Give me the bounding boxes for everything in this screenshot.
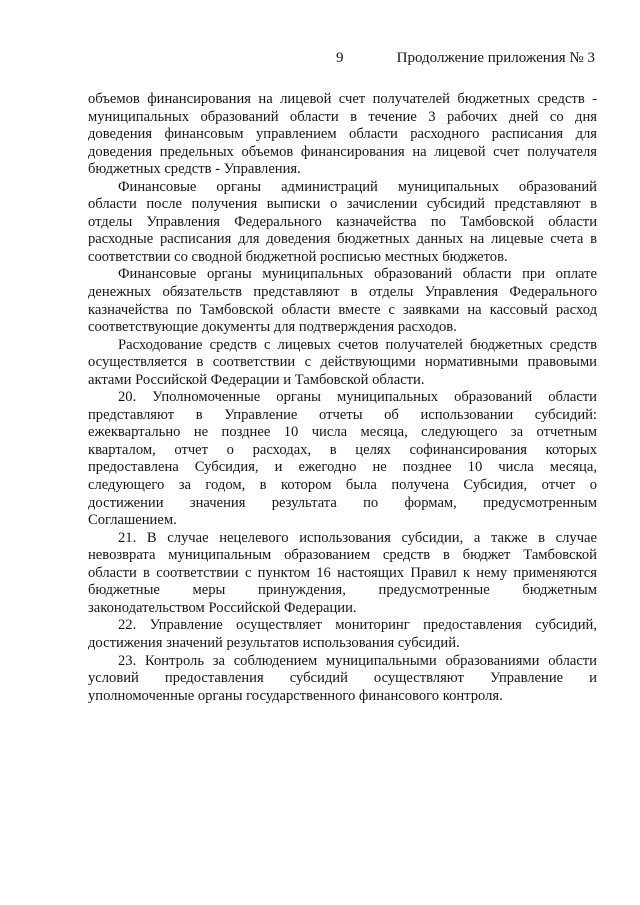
paragraph [88,337,597,390]
appendix-continuation-heading: Продолжение приложения № 3 [396,50,595,66]
paragraph-line: невозврата муниципальным образованием средств в бюджет Тамбовской [88,547,597,564]
paragraph-line: достижении значения результата по формам, предусмотренным [88,494,597,511]
paragraph-line: соответствующие документы для подтверждения расходов. [88,319,457,336]
paragraph-line: объемов финансирования на лицевой счет получателей бюджетных средств - [88,91,597,107]
paragraph-line: бюджетных средств - Управления. [88,161,301,178]
paragraph-line: Расходование средств с лицевых счетов получателей бюджетных средств [118,336,597,353]
paragraph-line: следующего за годом, в котором была получена Субсидия, отчет о [88,477,597,494]
paragraph [88,653,597,706]
page-number: 9 [336,50,344,66]
paragraph-line: Соглашением. [88,512,177,529]
paragraph-line: 21. В случае нецелевого использования субсидии, а также в случае [118,529,597,546]
paragraph-line: 20. Уполномоченные органы муниципальных образований области [118,389,597,406]
paragraph-line: муниципальных образований области в течение 3 рабочих дней со дня [88,108,597,125]
paragraph-line: области в соответствии с пунктом 16 настоящих Правил к нему применяются [88,564,597,581]
paragraph-line: Финансовые органы администраций муниципальных образований [118,178,597,195]
paragraph-line: отделы Управления Федерального казначейства по Тамбовской области [88,213,597,230]
paragraph-line: 23. Контроль за соблюдением муниципальными образованиями области [118,652,597,669]
paragraph-line: кварталом, отчет о расходах, в целях софинансирования которых [88,441,597,458]
paragraph-line: представляют в Управление отчеты об использовании субсидий: [88,406,597,423]
paragraph-line: осуществляется в соответствии с действующими нормативными правовыми [88,354,597,371]
paragraph-line: уполномоченные органы государственного финансового контроля. [88,687,503,704]
paragraph-line: предоставлена Субсидия, и ежегодно не позднее 10 числа месяца, [88,459,597,476]
paragraph-line: ежеквартально не позднее 10 числа месяца, следующего за отчетным [88,424,597,441]
paragraph [88,179,597,267]
paragraph-line: области после получения выписки о зачислении субсидий представляют в [88,196,597,213]
paragraph-line: достижения значений результатов использования субсидий. [88,634,460,651]
paragraph-line: Финансовые органы муниципальных образований области при оплате [118,266,597,283]
paragraph-line: доведения предельных объемов финансирования на лицевой счет получателя [88,143,597,160]
paragraph [88,91,597,179]
paragraph-line: 22. Управление осуществляет мониторинг предоставления субсидий, [118,617,597,634]
paragraph-line: соответствии со сводной бюджетной росписью местных бюджетов. [88,248,508,265]
paragraph [88,266,597,336]
paragraph [88,617,597,652]
paragraph-line: законодательством Российской Федерации. [88,599,357,616]
paragraph-line: условий предоставления субсидий осуществляют Управление и [88,670,597,687]
paragraph-line: актами Российской Федерации и Тамбовской области. [88,371,425,388]
paragraph-line: денежных обязательств представляют в отделы Управления Федерального [88,284,597,301]
paragraph-line: бюджетные меры принуждения, предусмотренные бюджетным [88,582,597,599]
paragraph [88,389,597,529]
paragraph [88,530,597,618]
document-body [88,91,597,705]
paragraph-line: доведения финансовым управлением области расходного расписания для [88,126,597,143]
paragraph-line: казначейства по Тамбовской области вместе с заявками на кассовый расход [88,301,597,318]
paragraph-line: расходные расписания для доведения бюджетных данных на лицевые счета в [88,231,597,248]
